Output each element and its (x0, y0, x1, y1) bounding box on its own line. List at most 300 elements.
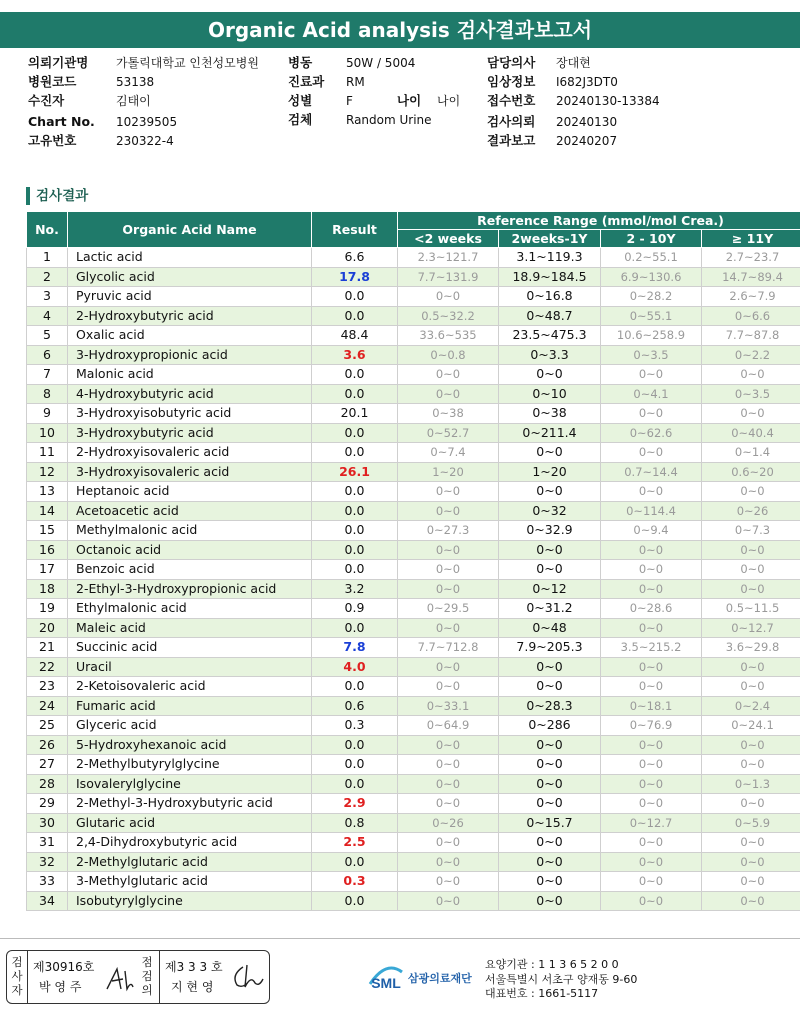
result-value: 0.0 (312, 774, 398, 794)
ref-ge11y: 0~6.6 (702, 306, 800, 326)
ref-ge11y: 0~0 (702, 560, 800, 580)
info-value: I682J3DT0 (556, 75, 618, 89)
organic-acid-name: Malonic acid (68, 365, 312, 385)
age-label: 나이 (397, 93, 422, 108)
table-row (27, 657, 800, 677)
ref-lt2weeks: 7.7~131.9 (398, 267, 499, 287)
organic-acid-name: Glycolic acid (68, 267, 312, 287)
organic-acid-name: 2-Ethyl-3-Hydroxypropionic acid (68, 579, 312, 599)
result-value: 0.0 (312, 735, 398, 755)
ref-2-10y: 0~0 (601, 774, 702, 794)
ref-2-10y: 0~0 (601, 482, 702, 502)
info-value: 50W / 5004 (346, 56, 416, 70)
ref-ge11y: 0~0 (702, 755, 800, 775)
row-no: 11 (27, 443, 68, 463)
info-label: 의뢰기관명 (28, 55, 89, 70)
table-row (27, 833, 800, 853)
ref-lt2weeks: 0~0 (398, 735, 499, 755)
ref-2-10y: 0~0 (601, 404, 702, 424)
table-row (27, 638, 800, 658)
result-value: 2.9 (312, 794, 398, 814)
table-row (27, 579, 800, 599)
table-row (27, 287, 800, 307)
ref-lt2weeks: 0~0 (398, 560, 499, 580)
ref-lt2weeks: 0~0 (398, 482, 499, 502)
table-row (27, 540, 800, 560)
row-no: 21 (27, 638, 68, 658)
ref-2-10y: 0~62.6 (601, 423, 702, 443)
ref-lt2weeks: 0~0.8 (398, 345, 499, 365)
section-title: 검사결과 (26, 187, 88, 205)
ref-2-10y: 0~9.4 (601, 521, 702, 541)
table-row (27, 365, 800, 385)
row-no: 24 (27, 696, 68, 716)
ref-2weeks-1y: 0~0 (499, 852, 601, 872)
ref-lt2weeks: 0~64.9 (398, 716, 499, 736)
result-value: 0.0 (312, 891, 398, 911)
row-no: 9 (27, 404, 68, 424)
row-no: 29 (27, 794, 68, 814)
result-value: 0.6 (312, 696, 398, 716)
row-no: 20 (27, 618, 68, 638)
row-no: 28 (27, 774, 68, 794)
ref-2-10y: 0~0 (601, 365, 702, 385)
info-value: 230322-4 (116, 134, 174, 148)
row-no: 27 (27, 755, 68, 775)
result-value: 0.8 (312, 813, 398, 833)
info-label: Chart No. (28, 114, 95, 129)
ref-ge11y: 0~0 (702, 404, 800, 424)
ref-2weeks-1y: 0~211.4 (499, 423, 601, 443)
organic-acid-name: Ethylmalonic acid (68, 599, 312, 619)
result-value: 26.1 (312, 462, 398, 482)
ref-2weeks-1y: 0~16.8 (499, 287, 601, 307)
reviewer-label: 점검의 (141, 955, 153, 997)
result-value: 0.0 (312, 501, 398, 521)
result-value: 0.0 (312, 540, 398, 560)
organic-acid-name: 5-Hydroxyhexanoic acid (68, 735, 312, 755)
ref-ge11y: 0~0 (702, 735, 800, 755)
logo-text: SML (371, 975, 401, 991)
ref-lt2weeks: 0~0 (398, 852, 499, 872)
info-value: F (346, 94, 353, 108)
organic-acid-name: 2-Methyl-3-Hydroxybutyric acid (68, 794, 312, 814)
organic-acid-name: Methylmalonic acid (68, 521, 312, 541)
header-result: Result (312, 212, 398, 248)
organic-acid-name: 2-Hydroxybutyric acid (68, 306, 312, 326)
ref-2-10y: 0~0 (601, 794, 702, 814)
result-value: 4.0 (312, 657, 398, 677)
ref-2weeks-1y: 18.9~184.5 (499, 267, 601, 287)
reviewer-no: 제3 3 3 호 (165, 960, 223, 974)
info-label: 결과보고 (487, 133, 536, 148)
table-row (27, 755, 800, 775)
organic-acid-name: 3-Hydroxypropionic acid (68, 345, 312, 365)
ref-2weeks-1y: 0~31.2 (499, 599, 601, 619)
result-value: 0.0 (312, 482, 398, 502)
table-row (27, 735, 800, 755)
ref-2-10y: 0~0 (601, 755, 702, 775)
info-label: 병동 (288, 55, 313, 70)
row-no: 13 (27, 482, 68, 502)
organic-acid-name: Succinic acid (68, 638, 312, 658)
ref-2weeks-1y: 0~10 (499, 384, 601, 404)
ref-2weeks-1y: 0~286 (499, 716, 601, 736)
result-value: 0.0 (312, 306, 398, 326)
table-row (27, 891, 800, 911)
table-row (27, 306, 800, 326)
result-value: 3.6 (312, 345, 398, 365)
organic-acid-name: 2-Hydroxyisovaleric acid (68, 443, 312, 463)
row-no: 10 (27, 423, 68, 443)
organic-acid-name: Oxalic acid (68, 326, 312, 346)
ref-2weeks-1y: 3.1~119.3 (499, 248, 601, 268)
result-value: 0.0 (312, 443, 398, 463)
ref-lt2weeks: 0~0 (398, 287, 499, 307)
table-row (27, 618, 800, 638)
header-ref-lt2weeks: <2 weeks (398, 230, 499, 248)
ref-lt2weeks: 0~0 (398, 872, 499, 892)
ref-2-10y: 0~0 (601, 852, 702, 872)
result-value: 17.8 (312, 267, 398, 287)
info-label: 고유번호 (28, 133, 77, 148)
ref-2-10y: 0~0 (601, 560, 702, 580)
info-value: RM (346, 75, 365, 89)
ref-ge11y: 0~24.1 (702, 716, 800, 736)
table-row (27, 501, 800, 521)
ref-lt2weeks: 0~29.5 (398, 599, 499, 619)
ref-lt2weeks: 0~0 (398, 540, 499, 560)
table-row (27, 774, 800, 794)
info-label: 성별 (288, 93, 313, 108)
ref-2weeks-1y: 0~48 (499, 618, 601, 638)
row-no: 32 (27, 852, 68, 872)
ref-ge11y: 0~12.7 (702, 618, 800, 638)
report-title: Organic Acid analysis 검사결과보고서 (0, 12, 800, 48)
info-label: 접수번호 (487, 93, 536, 108)
organic-acid-name: 3-Hydroxyisovaleric acid (68, 462, 312, 482)
table-row (27, 404, 800, 424)
table-row (27, 267, 800, 287)
ref-lt2weeks: 0~0 (398, 657, 499, 677)
ref-ge11y: 3.6~29.8 (702, 638, 800, 658)
result-value: 0.0 (312, 423, 398, 443)
organic-acid-name: Heptanoic acid (68, 482, 312, 502)
ref-ge11y: 0~2.4 (702, 696, 800, 716)
result-value: 48.4 (312, 326, 398, 346)
results-table (26, 211, 800, 911)
ref-lt2weeks: 1~20 (398, 462, 499, 482)
table-row (27, 248, 800, 268)
organic-acid-name: Isovalerylglycine (68, 774, 312, 794)
info-label: 임상정보 (487, 74, 536, 89)
info-value: Random Urine (346, 113, 432, 127)
ref-2weeks-1y: 0~0 (499, 833, 601, 853)
organic-acid-name: Octanoic acid (68, 540, 312, 560)
ref-2weeks-1y: 0~0 (499, 677, 601, 697)
info-label: 진료과 (288, 74, 325, 89)
row-no: 6 (27, 345, 68, 365)
ref-lt2weeks: 0~0 (398, 501, 499, 521)
ref-ge11y: 0~0 (702, 657, 800, 677)
ref-lt2weeks: 0~0 (398, 365, 499, 385)
age-value: 나이 (437, 94, 461, 108)
ref-2-10y: 0~114.4 (601, 501, 702, 521)
tester-name: 박 영 주 (39, 980, 82, 994)
ref-lt2weeks: 0~0 (398, 677, 499, 697)
result-value: 0.0 (312, 618, 398, 638)
table-row (27, 482, 800, 502)
ref-ge11y: 0~0 (702, 891, 800, 911)
organic-acid-name: 2-Ketoisovaleric acid (68, 677, 312, 697)
ref-2-10y: 0~0 (601, 833, 702, 853)
reviewer-signature (229, 961, 265, 993)
ref-ge11y: 0~1.3 (702, 774, 800, 794)
ref-ge11y: 0~2.2 (702, 345, 800, 365)
ref-2-10y: 0~3.5 (601, 345, 702, 365)
result-value: 2.5 (312, 833, 398, 853)
ref-2weeks-1y: 0~0 (499, 657, 601, 677)
row-no: 23 (27, 677, 68, 697)
ref-lt2weeks: 0~27.3 (398, 521, 499, 541)
organic-acid-name: Glutaric acid (68, 813, 312, 833)
ref-2-10y: 0~28.6 (601, 599, 702, 619)
organic-acid-name: 4-Hydroxybutyric acid (68, 384, 312, 404)
ref-2weeks-1y: 0~0 (499, 735, 601, 755)
row-no: 3 (27, 287, 68, 307)
ref-ge11y: 0~0 (702, 794, 800, 814)
row-no: 17 (27, 560, 68, 580)
row-no: 34 (27, 891, 68, 911)
result-value: 0.3 (312, 716, 398, 736)
ref-lt2weeks: 0~52.7 (398, 423, 499, 443)
ref-2-10y: 0~0 (601, 443, 702, 463)
header-name: Organic Acid Name (68, 212, 312, 248)
table-row (27, 384, 800, 404)
ref-2-10y: 0~0 (601, 618, 702, 638)
ref-2weeks-1y: 0~0 (499, 755, 601, 775)
signature-box (6, 950, 270, 1004)
ref-2-10y: 0~76.9 (601, 716, 702, 736)
ref-lt2weeks: 0~0 (398, 891, 499, 911)
ref-2-10y: 6.9~130.6 (601, 267, 702, 287)
ref-ge11y: 14.7~89.4 (702, 267, 800, 287)
info-label: 담당의사 (487, 55, 536, 70)
ref-lt2weeks: 7.7~712.8 (398, 638, 499, 658)
ref-2weeks-1y: 0~0 (499, 560, 601, 580)
table-row (27, 443, 800, 463)
ref-ge11y: 0~7.3 (702, 521, 800, 541)
ref-ge11y: 0~3.5 (702, 384, 800, 404)
ref-2weeks-1y: 0~32 (499, 501, 601, 521)
ref-2-10y: 0~0 (601, 540, 702, 560)
ref-2weeks-1y: 0~32.9 (499, 521, 601, 541)
info-value: 20240130-13384 (556, 94, 660, 108)
ref-lt2weeks: 0~7.4 (398, 443, 499, 463)
institution-line: 요양기관 : 1 1 3 6 5 2 0 0 (485, 958, 619, 971)
ref-ge11y: 0~0 (702, 482, 800, 502)
ref-lt2weeks: 0~0 (398, 774, 499, 794)
institution-line: 대표번호 : 1661-5117 (485, 987, 599, 1000)
ref-2weeks-1y: 23.5~475.3 (499, 326, 601, 346)
ref-2-10y: 0~0 (601, 872, 702, 892)
ref-ge11y: 0~0 (702, 677, 800, 697)
divider (159, 951, 160, 1003)
ref-lt2weeks: 0~0 (398, 579, 499, 599)
organic-acid-name: 3-Hydroxybutyric acid (68, 423, 312, 443)
info-label: 검체 (288, 112, 313, 127)
row-no: 26 (27, 735, 68, 755)
ref-ge11y: 2.7~23.7 (702, 248, 800, 268)
patient-info (0, 54, 800, 154)
table-row (27, 852, 800, 872)
tester-no: 제30916호 (33, 960, 95, 974)
info-value: 20240207 (556, 134, 618, 148)
organic-acid-name: Maleic acid (68, 618, 312, 638)
ref-lt2weeks: 0~0 (398, 618, 499, 638)
row-no: 18 (27, 579, 68, 599)
ref-lt2weeks: 2.3~121.7 (398, 248, 499, 268)
ref-2-10y: 0~28.2 (601, 287, 702, 307)
ref-lt2weeks: 0~0 (398, 755, 499, 775)
organic-acid-name: 2-Methylglutaric acid (68, 852, 312, 872)
table-row (27, 794, 800, 814)
ref-2weeks-1y: 0~0 (499, 540, 601, 560)
sml-logo (366, 958, 476, 998)
header-ref-2-10y: 2 - 10Y (601, 230, 702, 248)
row-no: 7 (27, 365, 68, 385)
organic-acid-name: Glyceric acid (68, 716, 312, 736)
header-ref-ge11y: ≥ 11Y (702, 230, 800, 248)
organic-acid-name: 2,4-Dihydroxybutyric acid (68, 833, 312, 853)
ref-ge11y: 0~5.9 (702, 813, 800, 833)
row-no: 33 (27, 872, 68, 892)
organic-acid-name: Uracil (68, 657, 312, 677)
table-row (27, 696, 800, 716)
row-no: 25 (27, 716, 68, 736)
result-value: 0.0 (312, 521, 398, 541)
ref-ge11y: 0~0 (702, 365, 800, 385)
ref-ge11y: 0~1.4 (702, 443, 800, 463)
ref-2weeks-1y: 0~0 (499, 443, 601, 463)
organic-acid-name: Lactic acid (68, 248, 312, 268)
info-value: 20240130 (556, 115, 618, 129)
result-value: 0.3 (312, 872, 398, 892)
ref-2-10y: 0~0 (601, 677, 702, 697)
ref-2-10y: 3.5~215.2 (601, 638, 702, 658)
row-no: 30 (27, 813, 68, 833)
row-no: 14 (27, 501, 68, 521)
ref-2weeks-1y: 0~15.7 (499, 813, 601, 833)
ref-2-10y: 0~0 (601, 735, 702, 755)
ref-ge11y: 0~0 (702, 540, 800, 560)
row-no: 12 (27, 462, 68, 482)
result-value: 3.2 (312, 579, 398, 599)
ref-ge11y: 0~0 (702, 579, 800, 599)
ref-lt2weeks: 0.5~32.2 (398, 306, 499, 326)
result-value: 7.8 (312, 638, 398, 658)
ref-2weeks-1y: 0~0 (499, 365, 601, 385)
ref-2weeks-1y: 0~0 (499, 774, 601, 794)
ref-2weeks-1y: 0~0 (499, 794, 601, 814)
row-no: 8 (27, 384, 68, 404)
ref-lt2weeks: 0~38 (398, 404, 499, 424)
ref-2weeks-1y: 7.9~205.3 (499, 638, 601, 658)
logo-name: 삼광의료재단 (408, 972, 472, 985)
row-no: 4 (27, 306, 68, 326)
ref-2-10y: 0~4.1 (601, 384, 702, 404)
table-row (27, 560, 800, 580)
ref-2weeks-1y: 0~38 (499, 404, 601, 424)
footer-divider (0, 938, 800, 939)
ref-ge11y: 0~0 (702, 852, 800, 872)
result-value: 0.0 (312, 677, 398, 697)
table-row (27, 813, 800, 833)
ref-2-10y: 0~55.1 (601, 306, 702, 326)
tester-label: 검사자 (11, 955, 23, 997)
result-value: 0.0 (312, 384, 398, 404)
ref-2weeks-1y: 0~0 (499, 872, 601, 892)
ref-2-10y: 0~18.1 (601, 696, 702, 716)
divider (27, 951, 28, 1003)
result-value: 0.0 (312, 287, 398, 307)
row-no: 15 (27, 521, 68, 541)
reviewer-name: 지 현 영 (171, 980, 214, 994)
logo-emblem-icon (366, 958, 406, 998)
ref-2weeks-1y: 0~0 (499, 891, 601, 911)
ref-ge11y: 0~26 (702, 501, 800, 521)
table-row (27, 716, 800, 736)
ref-2-10y: 0.7~14.4 (601, 462, 702, 482)
ref-2weeks-1y: 0~0 (499, 482, 601, 502)
row-no: 2 (27, 267, 68, 287)
institution-info (485, 958, 637, 1002)
ref-2weeks-1y: 0~28.3 (499, 696, 601, 716)
result-value: 0.9 (312, 599, 398, 619)
table-row (27, 599, 800, 619)
row-no: 1 (27, 248, 68, 268)
row-no: 22 (27, 657, 68, 677)
header-reference-range: Reference Range (mmol/mol Crea.) (398, 212, 800, 230)
info-value: 가톨릭대학교 인천성모병원 (116, 56, 259, 70)
result-value: 0.0 (312, 755, 398, 775)
table-row (27, 872, 800, 892)
result-value: 6.6 (312, 248, 398, 268)
organic-acid-name: Pyruvic acid (68, 287, 312, 307)
ref-ge11y: 0~0 (702, 833, 800, 853)
table-row (27, 326, 800, 346)
ref-lt2weeks: 0~0 (398, 833, 499, 853)
row-no: 5 (27, 326, 68, 346)
info-value: 10239505 (116, 115, 178, 129)
organic-acid-name: Isobutyrylglycine (68, 891, 312, 911)
ref-2-10y: 10.6~258.9 (601, 326, 702, 346)
ref-2-10y: 0~12.7 (601, 813, 702, 833)
ref-ge11y: 0.6~20 (702, 462, 800, 482)
info-label: 병원코드 (28, 74, 77, 89)
ref-ge11y: 0~0 (702, 872, 800, 892)
ref-lt2weeks: 0~0 (398, 794, 499, 814)
ref-2-10y: 0~0 (601, 657, 702, 677)
result-value: 20.1 (312, 404, 398, 424)
ref-ge11y: 7.7~87.8 (702, 326, 800, 346)
organic-acid-name: Fumaric acid (68, 696, 312, 716)
ref-ge11y: 0~40.4 (702, 423, 800, 443)
table-row (27, 462, 800, 482)
tester-signature (103, 965, 137, 995)
organic-acid-name: 3-Methylglutaric acid (68, 872, 312, 892)
ref-lt2weeks: 0~0 (398, 384, 499, 404)
